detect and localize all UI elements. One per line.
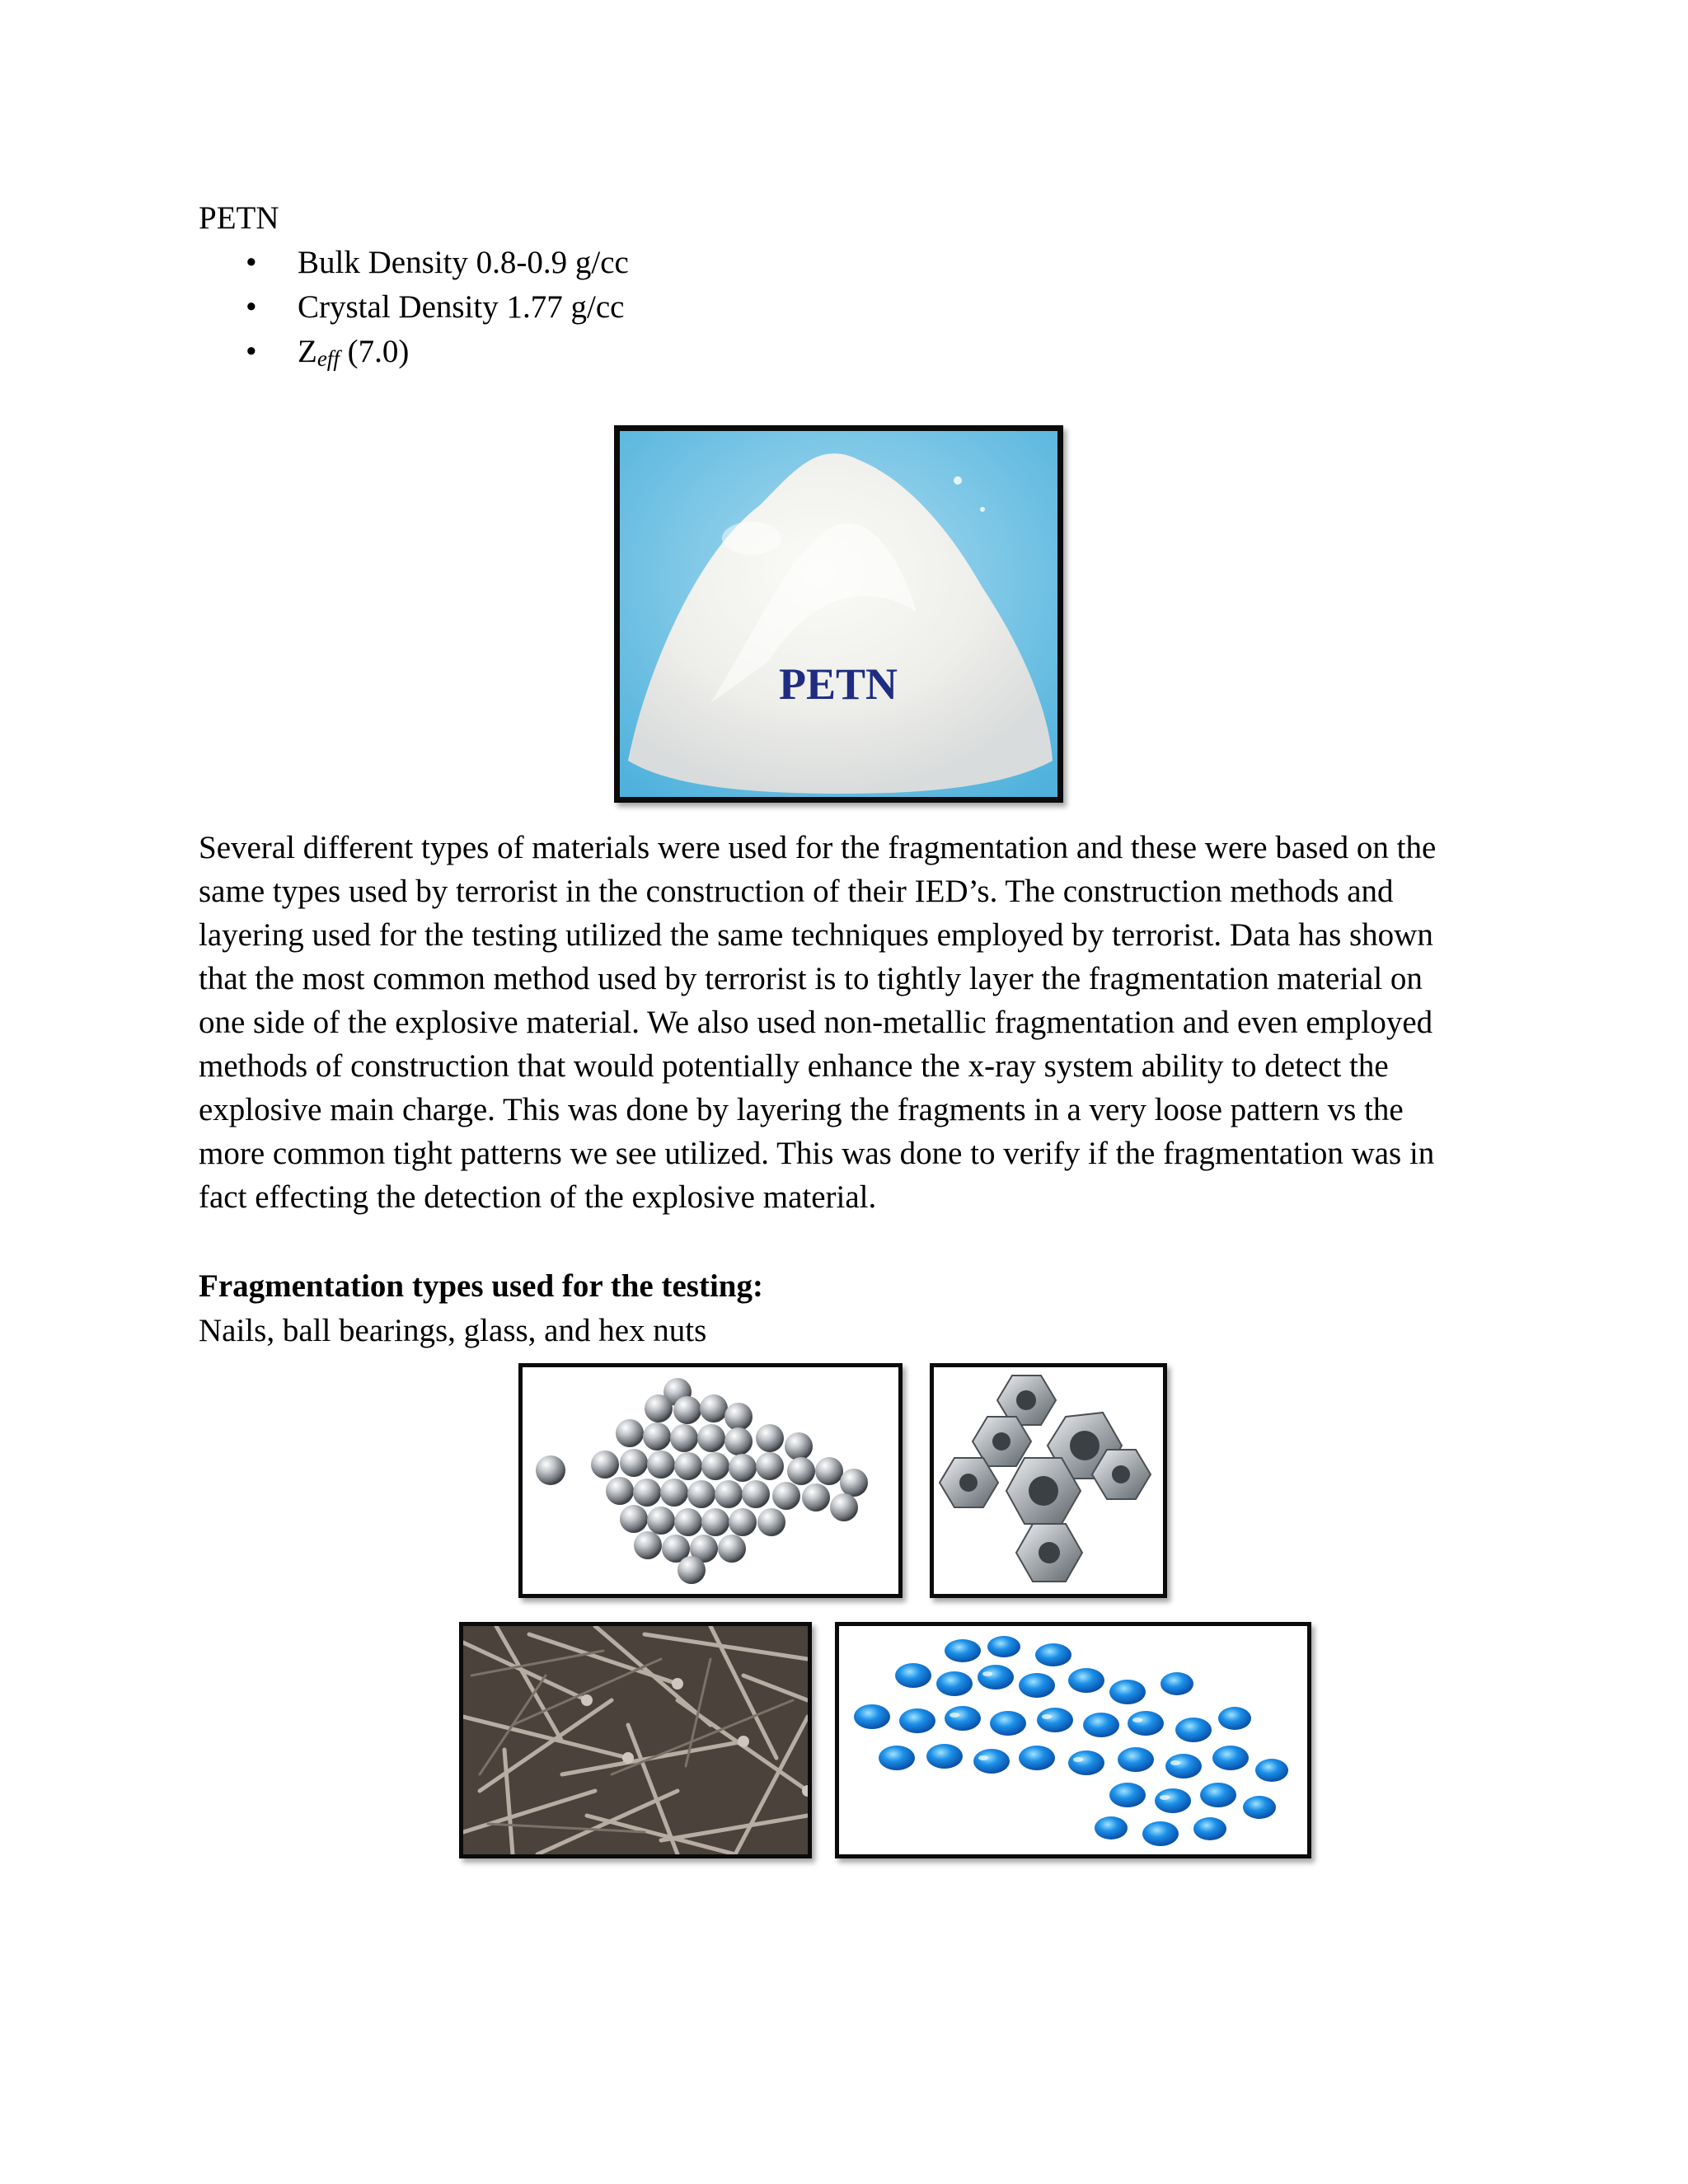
paragraph-line: one side of the explosive material. We also used non-metallic fragmentation and even employed [199,1005,1433,1040]
bullet-glyph: • [246,245,257,280]
paragraph-line: layering used for the testing utilized the same techniques employed by terrorist. Data has shown [199,917,1433,953]
bullet-glyph: • [246,334,257,369]
paragraph-line: same types used by terrorist in the construction of their IED’s. The construction methods and [199,874,1394,909]
ball-bearings-illustration [523,1367,898,1594]
paragraph-line: explosive main charge. This was done by layering the fragments in a very loose pattern vs the [199,1092,1404,1127]
paragraph-line: more common tight patterns we see utilized. This was done to verify if the fragmentation was in [199,1136,1435,1171]
ball-bearings-photo [518,1363,903,1598]
petn-powder-illustration [620,431,1057,797]
fragmentation-heading: Fragmentation types used for the testing: [199,1268,763,1304]
hex-nuts-photo [930,1363,1167,1598]
hex-nuts-illustration [934,1367,1163,1594]
body-paragraph [199,826,1484,1219]
paragraph-line: Several different types of materials were used for the fragmentation and these were based on the [199,830,1437,865]
zeff-symbol: Z [298,334,317,369]
fragmentation-list-text: Nails, ball bearings, glass, and hex nuts [199,1313,707,1348]
zeff-text [298,330,409,381]
bullet-glyph: • [246,289,257,325]
bulk-density-text: Bulk Density 0.8-0.9 g/cc [298,245,629,280]
crystal-density-text: Crystal Density 1.77 g/cc [298,289,625,325]
zeff-value: (7.0) [339,334,410,369]
petn-photo-label: PETN [778,659,898,709]
zeff-subscript: eff [316,346,340,371]
petn-powder-photo [614,425,1063,803]
blue-glass-illustration [839,1626,1307,1854]
section-title: PETN [199,200,279,236]
nails-illustration [463,1626,808,1854]
paragraph-line: methods of construction that would potentially enhance the x-ray system ability to detect the [199,1048,1389,1084]
nails-photo [459,1622,812,1858]
blue-glass-photo [835,1622,1311,1858]
paragraph-line: that the most common method used by terrorist is to tightly layer the fragmentation material on [199,961,1423,996]
paragraph-line: fact effecting the detection of the explosive material. [199,1179,877,1215]
